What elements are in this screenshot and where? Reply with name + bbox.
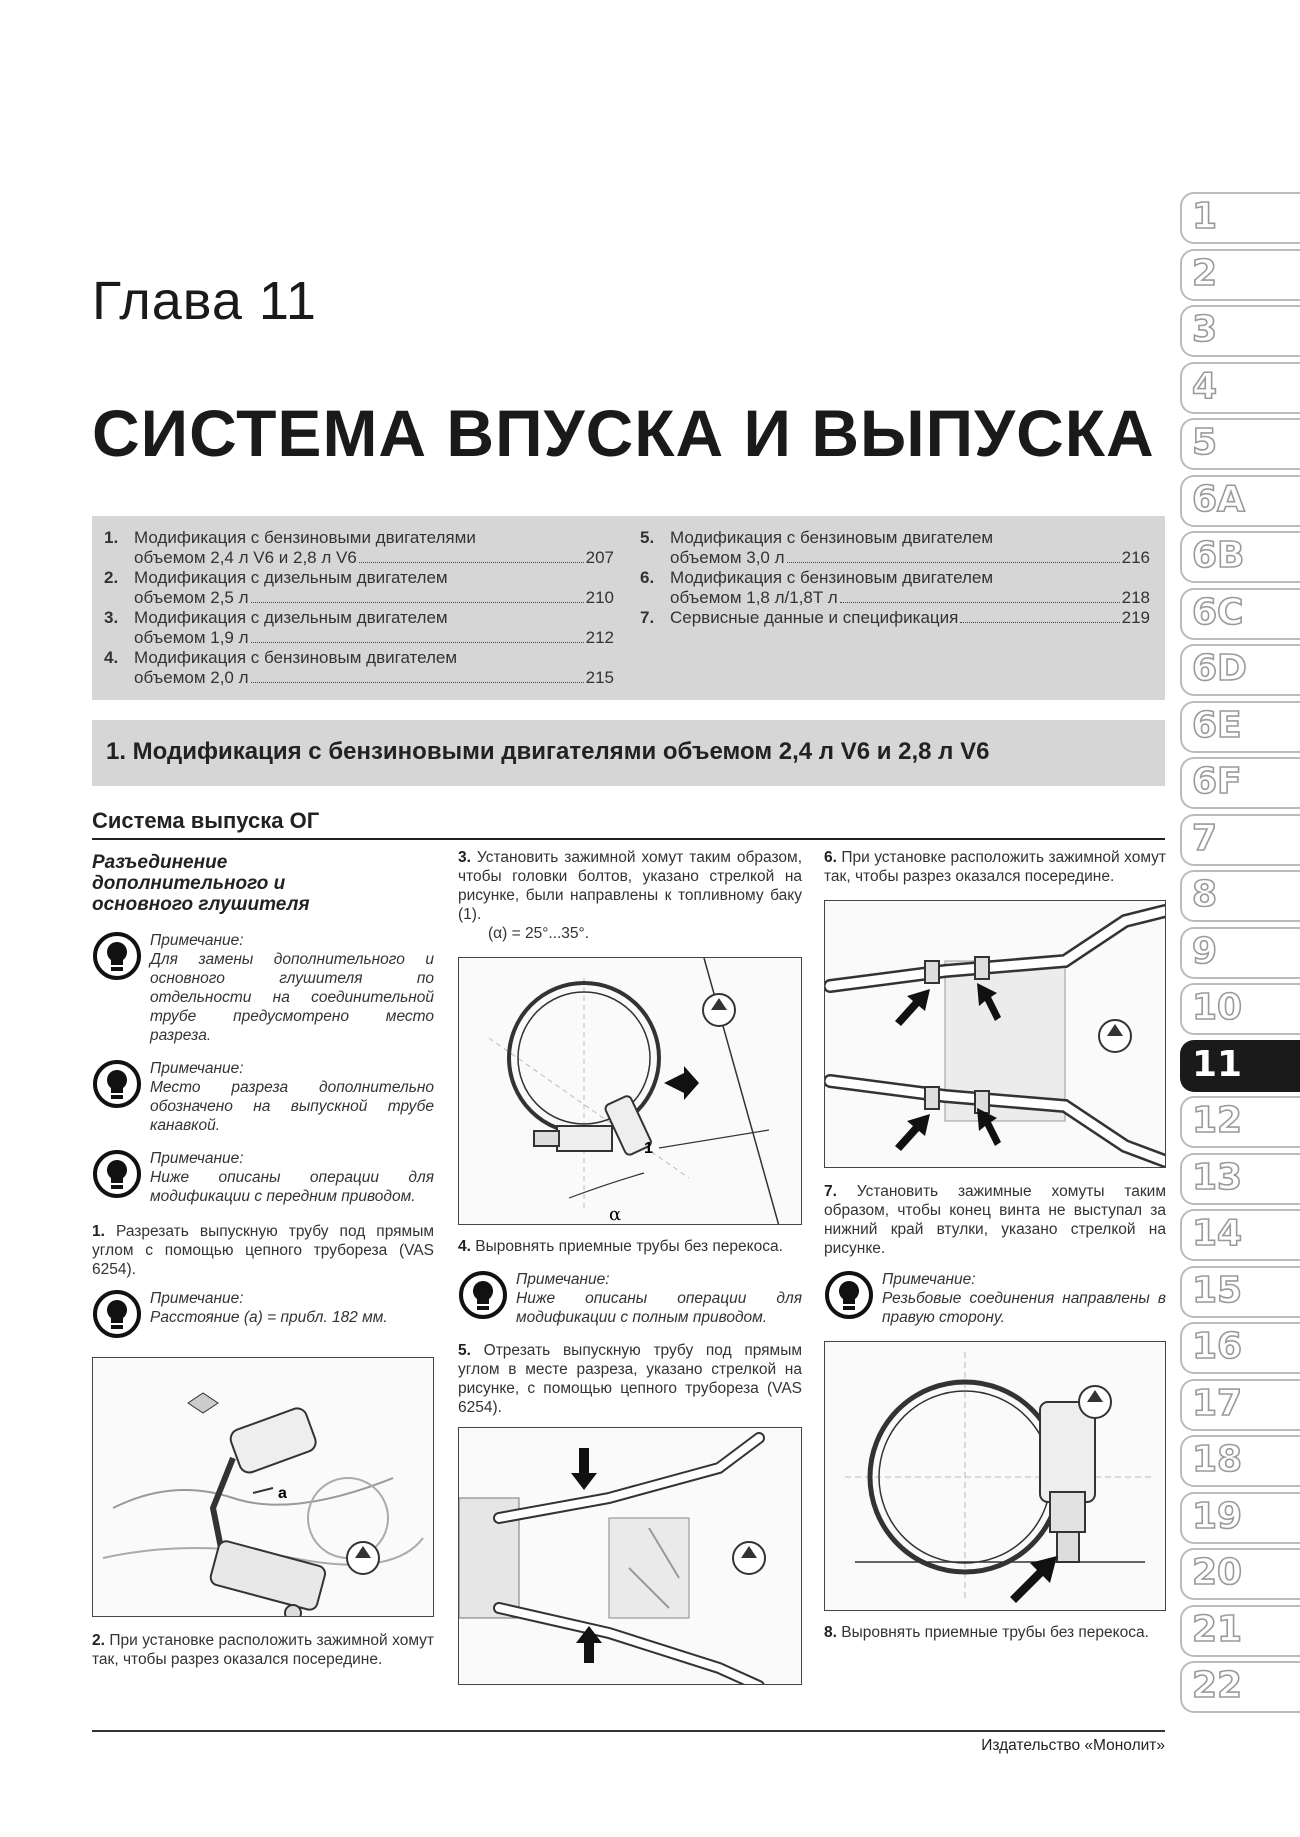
toc-page-number: 215 xyxy=(585,668,614,687)
toc-entry-title: Модификация с бензиновым двигателем xyxy=(670,528,994,547)
figure-clamps-positioned xyxy=(824,900,1166,1168)
toc-dot-leader xyxy=(960,608,1119,623)
note-text: Ниже описаны операции для модификации с полным приводом. xyxy=(516,1290,802,1326)
toc-left-column xyxy=(104,528,614,688)
toc-entry-subtitle: объемом 3,0 л xyxy=(670,548,785,567)
toc-page-number: 218 xyxy=(1121,588,1150,607)
step-number: 1. xyxy=(92,1223,105,1240)
step-number: 7. xyxy=(824,1183,837,1200)
figure-muffler-cut xyxy=(92,1357,434,1617)
chapter-tabs xyxy=(1180,190,1300,1716)
toc-entry-title: Модификация с дизельным двигателем xyxy=(134,568,448,587)
tab-label: 3 xyxy=(1192,309,1218,350)
step-number: 2. xyxy=(92,1632,105,1649)
toc-right-column xyxy=(640,528,1150,628)
clamp-bolt-illustration xyxy=(825,1342,1166,1611)
toc-dot-leader xyxy=(251,628,584,643)
pipe-cut-illustration xyxy=(459,1428,802,1685)
column-1 xyxy=(92,848,434,1669)
toc-page-number: 210 xyxy=(585,588,614,607)
step-text: Установить зажимные хомуты таким образом, чтобы конец винта не выступал за нижний край втулки, указано стрелкой на рисунке. xyxy=(824,1183,1166,1257)
clamp-illustration xyxy=(459,958,802,1225)
chapter-tab-2[interactable] xyxy=(1180,247,1300,304)
chapter-tab-6a[interactable] xyxy=(1180,473,1300,530)
toc-dot-leader xyxy=(251,668,584,683)
note-block xyxy=(92,1149,434,1206)
column-2 xyxy=(458,848,802,1685)
toc-entry-number: 3. xyxy=(104,608,119,627)
toc-entry[interactable] xyxy=(104,528,614,568)
note-block xyxy=(92,1289,434,1339)
tab-label: 6F xyxy=(1192,761,1242,802)
figure-label-a: a xyxy=(278,1485,287,1502)
toc-entry-number: 7. xyxy=(640,608,655,627)
tab-label: 22 xyxy=(1192,1665,1243,1706)
toc-entry[interactable] xyxy=(640,528,1150,568)
chapter-tab-19[interactable] xyxy=(1180,1490,1300,1547)
toc-entry[interactable] xyxy=(104,608,614,648)
subsection-title: Система выпуска ОГ xyxy=(92,808,320,833)
chapter-tab-11[interactable] xyxy=(1180,1038,1300,1095)
lightbulb-icon xyxy=(92,1059,142,1109)
figure-label-1: 1 xyxy=(644,1140,653,1157)
step-text: При установке расположить зажимной хомут так, чтобы разрез оказался посередине. xyxy=(824,849,1166,885)
tab-label: 20 xyxy=(1192,1552,1243,1593)
tab-label: 16 xyxy=(1192,1326,1243,1367)
table-of-contents xyxy=(92,516,1165,700)
step-number: 5. xyxy=(458,1342,471,1359)
muffler-illustration xyxy=(93,1358,434,1617)
tab-label: 21 xyxy=(1192,1608,1243,1650)
note-text: Для замены дополнительного и основного глушителя по отдельности на соединительной трубе предусмотрено место разреза. xyxy=(150,951,434,1044)
tab-label: 10 xyxy=(1192,987,1243,1028)
step-text: Выровнять приемные трубы без перекоса. xyxy=(475,1238,783,1255)
figure-clamp-angle xyxy=(458,957,802,1225)
toc-entry-subtitle: объемом 2,4 л V6 и 2,8 л V6 xyxy=(134,548,357,567)
chapter-tab-8[interactable] xyxy=(1180,868,1300,925)
tab-label: 17 xyxy=(1192,1382,1243,1424)
note-label: Примечание: xyxy=(150,1060,244,1077)
toc-entry-title: Модификация с бензиновым двигателем xyxy=(670,568,994,587)
chapter-tab-10[interactable] xyxy=(1180,981,1300,1038)
chapter-tab-20[interactable] xyxy=(1180,1546,1300,1603)
chapter-tab-22[interactable] xyxy=(1180,1659,1300,1716)
chapter-tab-12[interactable] xyxy=(1180,1094,1300,1151)
chapter-tab-6f[interactable] xyxy=(1180,755,1300,812)
toc-entry-number: 6. xyxy=(640,568,655,587)
toc-page-number: 207 xyxy=(585,548,614,567)
note-label: Примечание: xyxy=(516,1271,610,1288)
chapter-tab-14[interactable] xyxy=(1180,1207,1300,1264)
tab-label: 13 xyxy=(1192,1156,1243,1198)
tab-label: 4 xyxy=(1192,365,1218,407)
toc-entry-number: 2. xyxy=(104,568,119,587)
toc-entry-title: Модификация с бензиновыми двигателями xyxy=(134,528,476,547)
toc-page-number: 212 xyxy=(585,628,614,647)
tab-label: 6D xyxy=(1192,648,1247,689)
toc-entry-number: 1. xyxy=(104,528,119,547)
step-8 xyxy=(824,1623,1166,1642)
note-block xyxy=(92,1059,434,1135)
chapter-tab-6c[interactable] xyxy=(1180,586,1300,643)
toc-entry-number: 4. xyxy=(104,648,119,667)
toc-entry-subtitle: объемом 1,9 л xyxy=(134,628,249,647)
subsection-rule xyxy=(92,838,1165,840)
lightbulb-icon xyxy=(458,1270,508,1320)
tab-label: 7 xyxy=(1192,817,1218,859)
chapter-tab-16[interactable] xyxy=(1180,1320,1300,1377)
note-text: Место разреза дополнительно обозначено на выпускной трубе канавкой. xyxy=(150,1079,434,1134)
toc-page-number: 216 xyxy=(1121,548,1150,567)
toc-dot-leader xyxy=(787,548,1120,563)
step-text: При установке расположить зажимной хомут так, чтобы разрез оказался посередине. xyxy=(92,1632,434,1668)
tab-label: 15 xyxy=(1192,1269,1243,1311)
toc-entry[interactable] xyxy=(640,608,1150,628)
footer-rule xyxy=(92,1730,1165,1732)
tab-label: 18 xyxy=(1192,1439,1243,1480)
step-number: 8. xyxy=(824,1624,837,1641)
note-block xyxy=(92,931,434,1045)
chapter-tab-6d[interactable] xyxy=(1180,642,1300,699)
toc-entry-subtitle: объемом 1,8 л/1,8T л xyxy=(670,588,838,607)
step-number: 4. xyxy=(458,1238,471,1255)
clamps-illustration xyxy=(825,901,1166,1168)
toc-entry[interactable] xyxy=(104,648,614,688)
page-title: СИСТЕМА ВПУСКА И ВЫПУСКА xyxy=(92,396,1155,470)
tab-label: 6E xyxy=(1192,704,1242,746)
lightbulb-icon xyxy=(92,1149,142,1199)
note-text: Ниже описаны операции для модификации с передним приводом. xyxy=(150,1169,434,1205)
chapter-tab-18[interactable] xyxy=(1180,1433,1300,1490)
lightbulb-icon xyxy=(92,931,142,981)
procedure-heading: Разъединение дополнительного и основного глушителя xyxy=(92,852,310,915)
step-5 xyxy=(458,1341,802,1417)
step-number: 3. xyxy=(458,849,471,866)
step-text: Выровнять приемные трубы без перекоса. xyxy=(841,1624,1149,1641)
toc-dot-leader xyxy=(251,588,584,603)
chapter-tab-5[interactable] xyxy=(1180,416,1300,473)
note-label: Примечание: xyxy=(150,1290,244,1307)
note-text: Резьбовые соединения направлены в правую сторону. xyxy=(882,1290,1166,1326)
tab-label: 19 xyxy=(1192,1495,1243,1537)
angle-spec: (α) = 25°...35°. xyxy=(488,925,590,942)
note-block xyxy=(458,1270,802,1327)
toc-entry-number: 5. xyxy=(640,528,655,547)
tab-label: 6B xyxy=(1192,535,1245,576)
toc-entry[interactable] xyxy=(104,568,614,608)
tab-label: 2 xyxy=(1192,252,1218,294)
chapter-tab-17[interactable] xyxy=(1180,1377,1300,1434)
lightbulb-icon xyxy=(824,1270,874,1320)
chapter-tab-7[interactable] xyxy=(1180,812,1300,869)
step-number: 6. xyxy=(824,849,837,866)
chapter-tab-9[interactable] xyxy=(1180,925,1300,982)
step-6 xyxy=(824,848,1166,886)
note-label: Примечание: xyxy=(150,1150,244,1167)
toc-entry-title: Модификация с бензиновым двигателем xyxy=(134,648,458,667)
step-3 xyxy=(458,848,802,924)
column-3 xyxy=(824,848,1166,1642)
chapter-tab-21[interactable] xyxy=(1180,1603,1300,1660)
tab-label: 8 xyxy=(1192,874,1218,915)
chapter-tab-4[interactable] xyxy=(1180,360,1300,417)
step-text: Разрезать выпускную трубу под прямым углом с помощью цепного труборезa (VAS 6254). xyxy=(92,1223,434,1278)
toc-entry-subtitle: Сервисные данные и спецификация xyxy=(670,608,959,627)
section-header xyxy=(92,720,1165,786)
step-4 xyxy=(458,1237,802,1256)
note-block xyxy=(824,1270,1166,1327)
chapter-tab-3[interactable] xyxy=(1180,303,1300,360)
publisher-footer: Издательство «Монолит» xyxy=(981,1737,1165,1754)
toc-entry-subtitle: объемом 2,5 л xyxy=(134,588,249,607)
tab-label: 12 xyxy=(1192,1100,1243,1141)
step-1 xyxy=(92,1222,434,1279)
figure-clamp-bolt xyxy=(824,1341,1166,1611)
step-7 xyxy=(824,1182,1166,1258)
chapter-tab-15[interactable] xyxy=(1180,1264,1300,1321)
tab-label: 11 xyxy=(1192,1043,1243,1085)
figure-label-alpha: α xyxy=(609,1204,622,1225)
chapter-tab-6e[interactable] xyxy=(1180,699,1300,756)
section-title: 1. Модификация с бензиновыми двигателями объемом 2,4 л V6 и 2,8 л V6 xyxy=(106,738,990,765)
figure-pipe-cut xyxy=(458,1427,802,1685)
note-label: Примечание: xyxy=(150,932,244,949)
step-text: Отрезать выпускную трубу под прямым углом в месте разреза, указано стрелкой на рисунке, с помощью цепного труборезa (VAS 6254). xyxy=(458,1342,803,1416)
step-2 xyxy=(92,1631,434,1669)
lightbulb-icon xyxy=(92,1289,142,1339)
chapter-tab-6b[interactable] xyxy=(1180,529,1300,586)
tab-label: 5 xyxy=(1192,422,1218,463)
toc-dot-leader xyxy=(840,588,1120,603)
chapter-label: Глава 11 xyxy=(92,271,317,331)
toc-page-number: 219 xyxy=(1121,608,1150,627)
toc-entry-subtitle: объемом 2,0 л xyxy=(134,668,249,687)
chapter-tab-13[interactable] xyxy=(1180,1151,1300,1208)
tab-label: 6A xyxy=(1192,478,1245,520)
tab-label: 1 xyxy=(1192,196,1218,237)
toc-dot-leader xyxy=(359,548,584,563)
toc-entry[interactable] xyxy=(640,568,1150,608)
step-text: Установить зажимной хомут таким образом, чтобы головки болтов, указано стрелкой на рисунке, были направлены к топливному баку (1). xyxy=(458,849,802,923)
tab-label: 14 xyxy=(1192,1213,1243,1254)
tab-label: 9 xyxy=(1192,930,1218,972)
note-text: Расстояние (a) = прибл. 182 мм. xyxy=(150,1309,388,1326)
tab-label: 6C xyxy=(1192,591,1244,633)
chapter-tab-1[interactable] xyxy=(1180,190,1300,247)
toc-entry-title: Модификация с дизельным двигателем xyxy=(134,608,448,627)
note-label: Примечание: xyxy=(882,1271,976,1288)
